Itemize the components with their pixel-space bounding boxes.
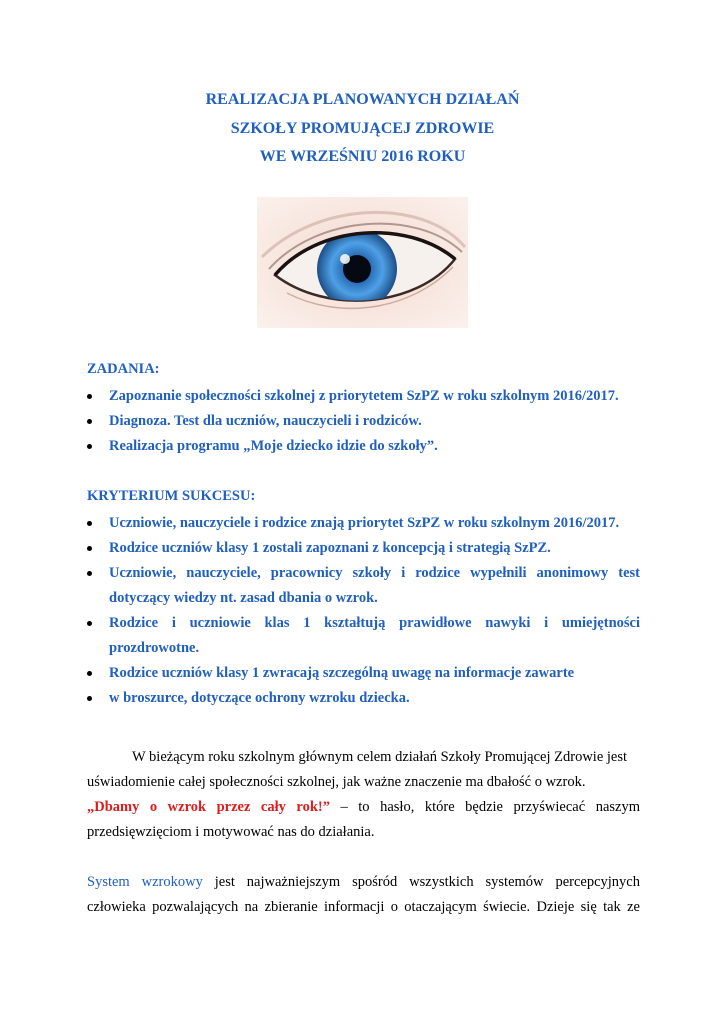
bullet-icon — [87, 621, 92, 626]
paragraph-line: W bieżącym roku szkolnym głównym celem działań Szkoły Promującej Zdrowie jest — [132, 749, 628, 765]
zadania-list — [87, 384, 640, 459]
list-item: Uczniowie, nauczyciele i rodzice znają priorytet SzPZ w roku szkolnym 2016/2017. — [87, 511, 640, 536]
bullet-icon — [87, 671, 92, 676]
slogan-text: „Dbamy o wzrok przez cały rok!” — [87, 799, 330, 815]
eye-icon — [257, 197, 468, 328]
list-item: Realizacja programu „Moje dziecko idzie do szkoły”. — [87, 434, 640, 459]
paragraph-line: człowieka pozwalających na zbieranie informacji o otaczającym świecie. Dzieje się tak ze — [87, 899, 640, 915]
list-item: Rodzice uczniów klasy 1 zwracają szczególną uwagę na informacje zawarte — [87, 661, 640, 686]
paragraph-goal — [87, 745, 640, 845]
list-item: Zapoznanie społeczności szkolnej z priorytetem SzPZ w roku szkolnym 2016/2017. — [87, 384, 640, 409]
list-item: Diagnoza. Test dla uczniów, nauczycieli i rodziców. — [87, 409, 640, 434]
list-item: w broszurce, dotyczące ochrony wzroku dziecka. — [87, 686, 640, 711]
eye-photo — [257, 197, 468, 328]
paragraph-line: przedsięwzięciom i motywować nas do działania. — [87, 824, 375, 840]
bullet-icon — [87, 521, 92, 526]
paragraph-line: System wzrokowy jest najważniejszym spośród wszystkich systemów percepcyjnych — [87, 874, 640, 890]
kryterium-heading: KRYTERIUM SUKCESU: — [87, 488, 256, 504]
term-text: System wzrokowy — [87, 874, 203, 890]
bullet-icon — [87, 444, 92, 449]
title-line-2: SZKOŁY PROMUJĄCEJ ZDROWIE — [230, 119, 495, 137]
title-line-3: WE WRZEŚNIU 2016 ROKU — [259, 148, 466, 165]
paragraph-line: „Dbamy o wzrok przez cały rok!” – to hasło, które będzie przyświecać naszym — [87, 799, 640, 815]
kryterium-list — [87, 511, 640, 711]
bullet-icon — [87, 571, 92, 576]
bullet-icon — [87, 394, 92, 399]
list-item: Rodzice uczniów klasy 1 zostali zapoznani z koncepcją i strategią SzPZ. — [87, 536, 640, 561]
list-item: Rodzice i uczniowie klas 1 kształtują prawidłowe nawyki i umiejętności prozdrowotne. — [87, 611, 640, 661]
bullet-icon — [87, 419, 92, 424]
paragraph-system — [87, 870, 640, 920]
title-line-1: REALIZACJA PLANOWANYCH DZIAŁAŃ — [205, 91, 520, 108]
bullet-icon — [87, 546, 92, 551]
list-item: Uczniowie, nauczyciele, pracownicy szkoły i rodzice wypełnili anonimowy test dotyczący wiedzy nt. zasad dbania o wzrok. — [87, 561, 640, 611]
paragraph-line: uświadomienie całej społeczności szkolnej, jak ważne znaczenie ma dbałość o wzrok. — [87, 774, 586, 790]
bullet-icon — [87, 696, 92, 701]
document-title — [0, 86, 725, 172]
zadania-heading: ZADANIA: — [87, 361, 160, 377]
